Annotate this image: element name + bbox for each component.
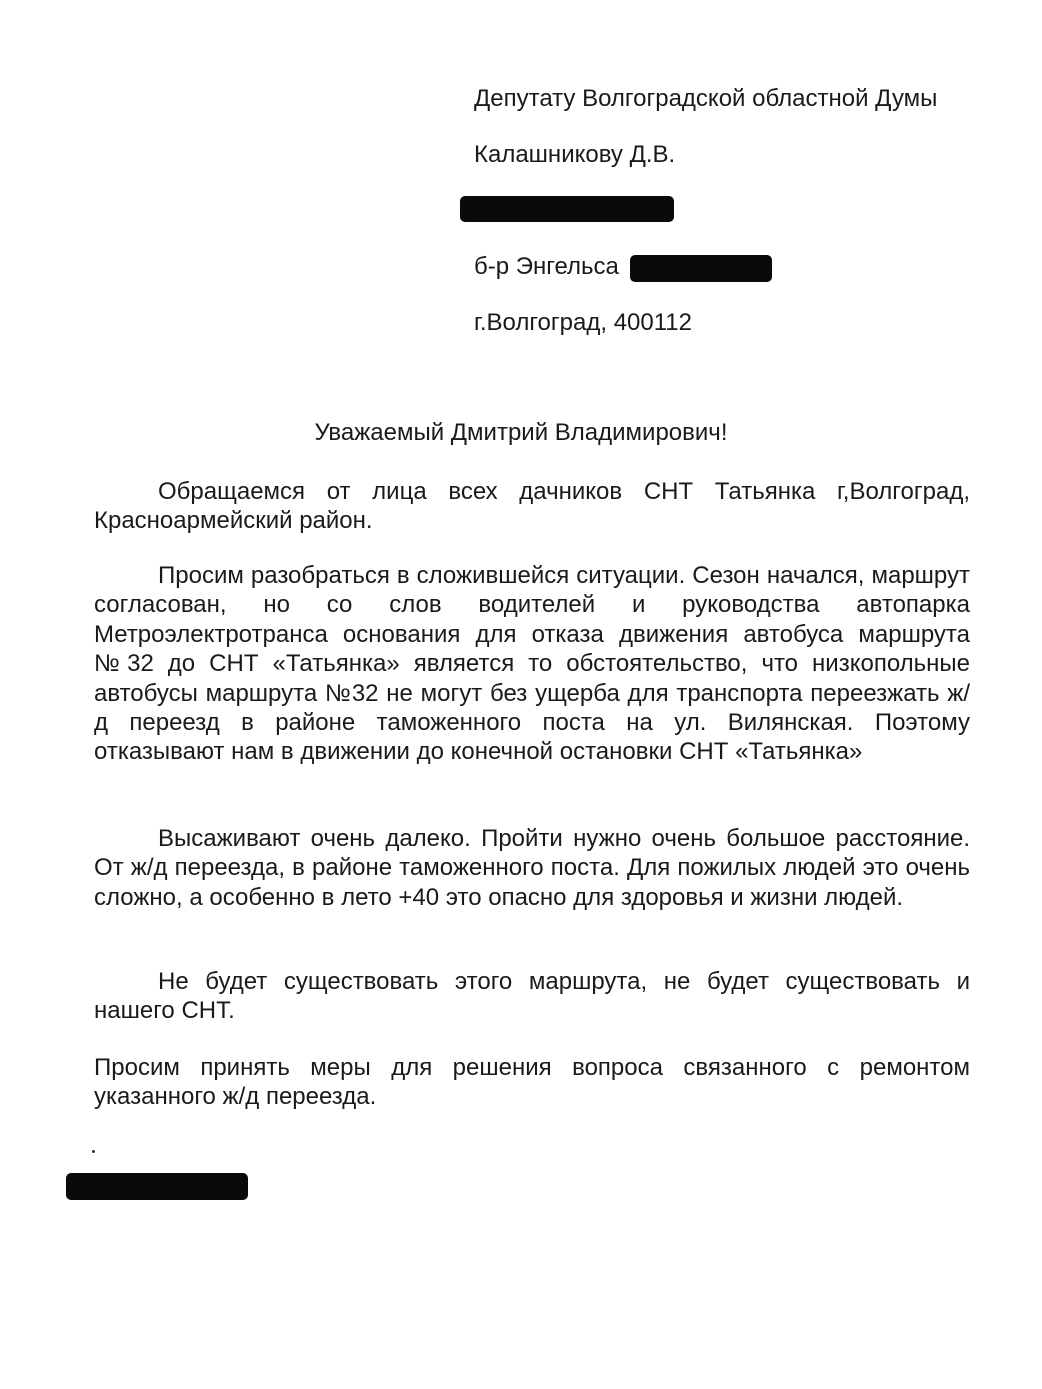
redaction-block-signature [66, 1173, 248, 1200]
salutation: Уважаемый Дмитрий Владимирович! [314, 419, 728, 446]
paragraph-situation: Просим разобраться в сложившейся ситуации. Сезон начался, маршрут согласован, но со слов водителей и руководства автопарка Метроэлектротранса основания для отказа движения автобуса маршрута №32 до СНТ «Татьянка» является то обстоятельство, что низкопольные автобусы маршрута №32 не могут без ущерба для транспорта переезжать ж/д переезд в районе таможенного поста на ул. Вилянская. Поэтому отказывают нам в движении до конечной остановки СНТ «Татьянка» [94, 562, 970, 766]
addressee-street: б-р Энгельса [474, 253, 619, 280]
redaction-block-address-line [460, 196, 674, 222]
paragraph-route: Не будет существовать этого маршрута, не будет существовать и нашего СНТ. [94, 968, 970, 1025]
paragraph-request: Просим принять меры для решения вопроса связанного с ремонтом указанного ж/д переезда. [94, 1054, 970, 1111]
redaction-block-house-number [630, 255, 772, 282]
stray-dot-mark [92, 1150, 95, 1153]
addressee-title: Депутату Волгоградской областной Думы [474, 85, 938, 112]
addressee-city: г.Волгоград, 400112 [474, 309, 692, 336]
addressee-name: Калашникову Д.В. [474, 141, 676, 168]
paragraph-distance: Высаживают очень далеко. Пройти нужно очень большое расстояние. От ж/д переезда, в районе таможенного поста. Для пожилых людей это очень сложно, а особенно в лето +40 это опасно для здоровья и жизни людей. [94, 825, 970, 911]
paragraph-intro: Обращаемся от лица всех дачников СНТ Татьянка г,Волгоград, Красноармейский район. [94, 478, 970, 535]
